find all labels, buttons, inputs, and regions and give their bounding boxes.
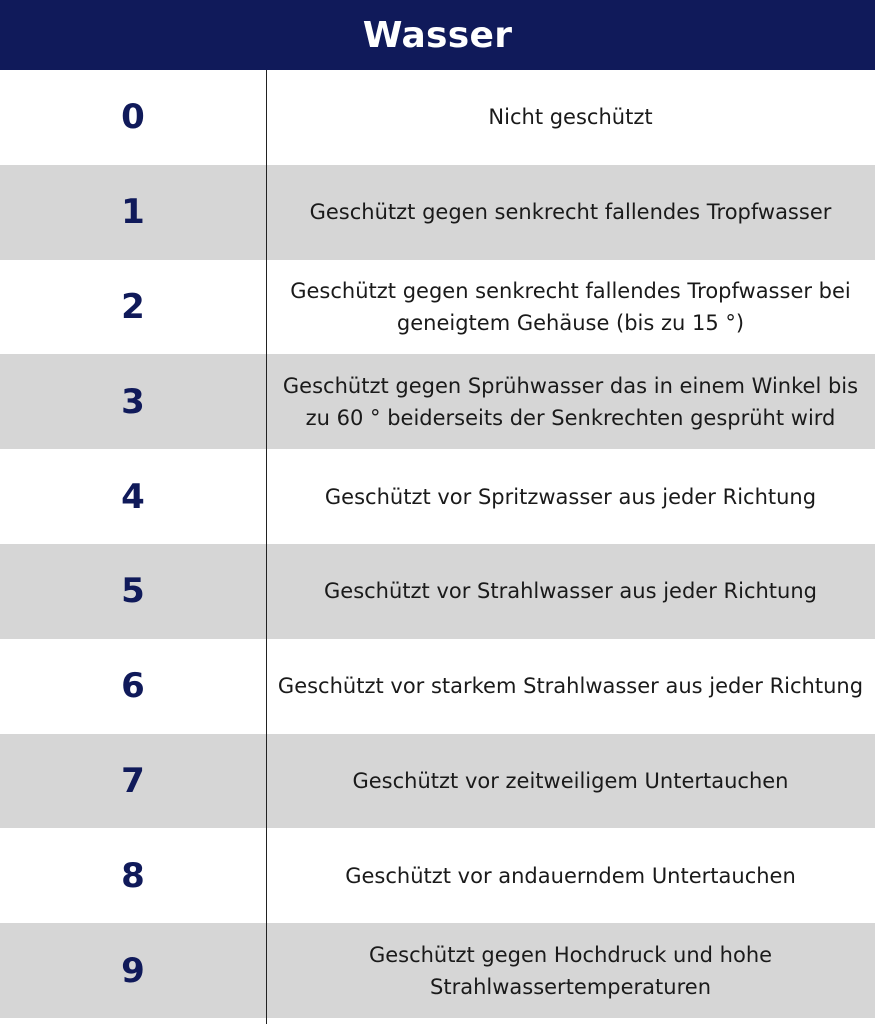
table-row <box>0 639 875 734</box>
protection-description: Geschützt gegen senkrecht fallendes Tropfwasser <box>309 200 832 225</box>
protection-code: 0 <box>121 97 145 138</box>
table-header <box>0 0 875 70</box>
protection-description: Geschützt gegen Sprühwasser das in einem Winkel bis zu 60 ° beiderseits der Senkrechten gesprüht wird <box>282 373 859 430</box>
protection-code: 7 <box>121 760 145 801</box>
table-row <box>0 70 875 165</box>
protection-description: Geschützt vor Spritzwasser aus jeder Richtung <box>324 484 817 509</box>
protection-code: 5 <box>121 571 145 612</box>
protection-description: Geschützt vor Strahlwasser aus jeder Richtung <box>324 579 817 604</box>
table-row <box>0 923 875 1018</box>
protection-code: 4 <box>121 476 145 517</box>
protection-description: Geschützt vor starkem Strahlwasser aus jeder Richtung <box>277 674 864 699</box>
protection-description: Geschützt vor andauerndem Untertauchen <box>345 863 796 888</box>
table-row <box>0 260 875 355</box>
protection-description: Nicht geschützt <box>488 105 653 130</box>
table-row <box>0 449 875 544</box>
table-row <box>0 544 875 639</box>
table-row <box>0 828 875 923</box>
ip-water-table <box>0 70 875 1024</box>
protection-code: 8 <box>121 855 145 896</box>
protection-description: Geschützt gegen Hochdruck und hohe Strahlwassertemperaturen <box>368 942 773 999</box>
protection-code: 2 <box>121 286 145 327</box>
protection-code: 1 <box>121 192 145 233</box>
protection-code: 6 <box>121 666 145 707</box>
protection-code: 9 <box>121 950 145 991</box>
table-title: Wasser <box>362 14 513 56</box>
table-row <box>0 165 875 260</box>
column-divider <box>266 70 267 1024</box>
table-row <box>0 354 875 449</box>
table-row <box>0 734 875 829</box>
protection-description: Geschützt gegen senkrecht fallendes Tropfwasser bei geneigtem Gehäuse (bis zu 15 °) <box>290 278 851 335</box>
protection-code: 3 <box>121 381 145 422</box>
protection-description: Geschützt vor zeitweiligem Untertauchen <box>352 768 789 793</box>
